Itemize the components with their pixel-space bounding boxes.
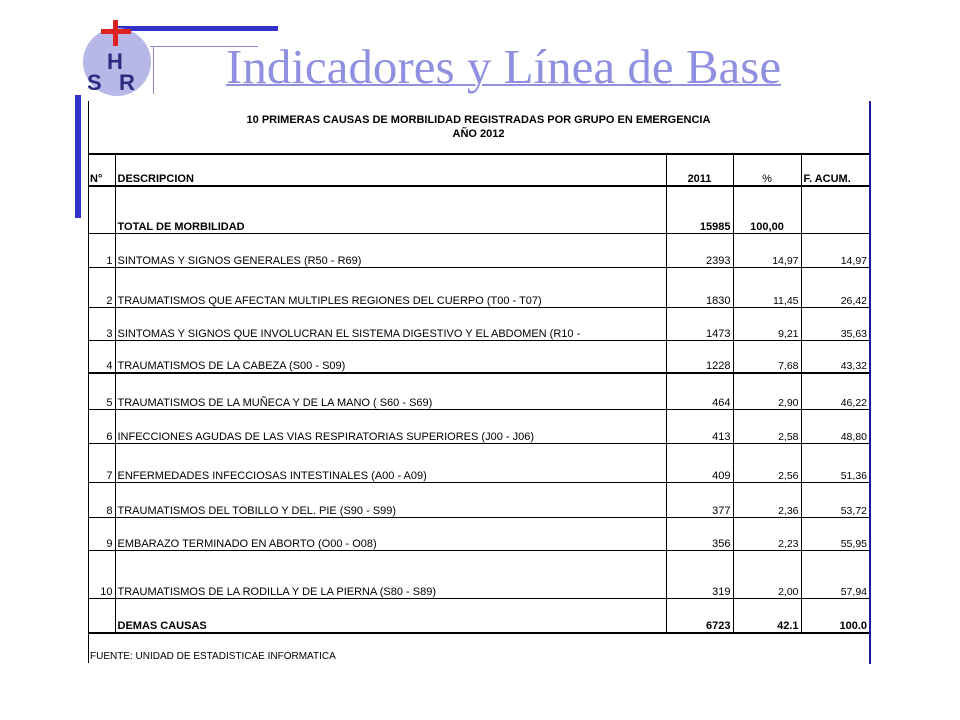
row-n: 9 [88,517,115,550]
table-row [88,233,869,267]
table-source-note: FUENTE: UNIDAD DE ESTADISTICAE INFORMATICA [90,651,336,662]
row-acum: 26,42 [801,267,869,307]
demas-n [88,598,115,633]
header-year: 2011 [666,154,733,186]
row-desc: EMBARAZO TERMINADO EN ABORTO (O00 - O08) [115,517,666,550]
demas-pct: 42.1 [733,598,801,633]
total-pct: 100,00 [733,186,801,233]
hsr-logo [79,18,157,98]
header-pct: % [733,154,801,186]
row-pct: 2,36 [733,482,801,517]
table-row [88,550,869,598]
row-desc: INFECCIONES AGUDAS DE LAS VIAS RESPIRATORIAS SUPERIORES (J00 - J06) [115,409,666,443]
total-label: TOTAL DE MORBILIDAD [115,186,666,233]
row-desc: TRAUMATISMOS DE LA MUÑECA Y DE LA MANO ( S60 - S69) [115,373,666,409]
logo-letter-r: R [119,70,135,95]
row-pct: 2,23 [733,517,801,550]
table-row-demas [88,598,869,633]
header-acum: F. ACUM. [801,154,869,186]
row-n: 6 [88,409,115,443]
row-value: 1473 [666,307,733,340]
row-acum: 46,22 [801,373,869,409]
table-year: AÑO 2012 [452,128,505,140]
row-acum: 55,95 [801,517,869,550]
row-desc: SINTOMAS Y SIGNOS GENERALES (R50 - R69) [115,233,666,267]
row-pct: 2,56 [733,443,801,482]
row-n: 3 [88,307,115,340]
row-desc: TRAUMATISMOS QUE AFECTAN MULTIPLES REGIONES DEL CUERPO (T00 - T07) [115,267,666,307]
row-pct: 2,58 [733,409,801,443]
sheet-right-border [869,101,871,664]
table-row [88,409,869,443]
row-n: 1 [88,233,115,267]
demas-label: DEMAS CAUSAS [115,598,666,633]
demas-acum: 100.0 [801,598,869,633]
row-acum: 35,63 [801,307,869,340]
total-acum [801,186,869,233]
table-row [88,373,869,409]
table-row [88,482,869,517]
table-title: 10 PRIMERAS CAUSAS DE MORBILIDAD REGISTRADAS POR GRUPO EN EMERGENCIA [246,114,711,126]
row-acum: 51,36 [801,443,869,482]
row-value: 413 [666,409,733,443]
table-row [88,340,869,373]
table-row [88,443,869,482]
row-pct: 2,00 [733,550,801,598]
row-pct: 2,90 [733,373,801,409]
total-n [88,186,115,233]
row-n: 5 [88,373,115,409]
row-n: 8 [88,482,115,517]
row-pct: 7,68 [733,340,801,373]
row-n: 10 [88,550,115,598]
row-value: 464 [666,373,733,409]
row-value: 319 [666,550,733,598]
table-row-total [88,186,869,233]
decorative-left-bar [75,95,81,218]
row-desc: TRAUMATISMOS DE LA RODILLA Y DE LA PIERNA (S80 - S89) [115,550,666,598]
header-descripcion: DESCRIPCION [115,154,666,186]
table-row [88,307,869,340]
row-value: 409 [666,443,733,482]
row-n: 7 [88,443,115,482]
row-n: 2 [88,267,115,307]
row-value: 377 [666,482,733,517]
table-title-cell [88,101,869,154]
row-acum: 14,97 [801,233,869,267]
row-pct: 9,21 [733,307,801,340]
morbidity-table [88,101,869,634]
row-acum: 53,72 [801,482,869,517]
row-value: 356 [666,517,733,550]
row-acum: 43,32 [801,340,869,373]
table-row [88,517,869,550]
total-value: 15985 [666,186,733,233]
row-n: 4 [88,340,115,373]
header-n: N° [88,154,115,186]
table-row [88,267,869,307]
logo-letter-s: S [87,70,102,95]
row-acum: 57,94 [801,550,869,598]
row-desc: SINTOMAS Y SIGNOS QUE INVOLUCRAN EL SISTEMA DIGESTIVO Y EL ABDOMEN (R10 - [115,307,666,340]
row-pct: 14,97 [733,233,801,267]
row-desc: TRAUMATISMOS DE LA CABEZA (S00 - S09) [115,340,666,373]
slide-title: Indicadores y Línea de Base [226,39,782,94]
row-value: 1830 [666,267,733,307]
row-value: 1228 [666,340,733,373]
row-pct: 11,45 [733,267,801,307]
demas-value: 6723 [666,598,733,633]
row-desc: ENFERMEDADES INFECCIOSAS INTESTINALES (A00 - A09) [115,443,666,482]
row-value: 2393 [666,233,733,267]
logo-letter-h: H [107,49,123,74]
row-desc: TRAUMATISMOS DEL TOBILLO Y DEL. PIE (S90 - S99) [115,482,666,517]
morbidity-table-sheet [88,101,871,664]
row-acum: 48,80 [801,409,869,443]
